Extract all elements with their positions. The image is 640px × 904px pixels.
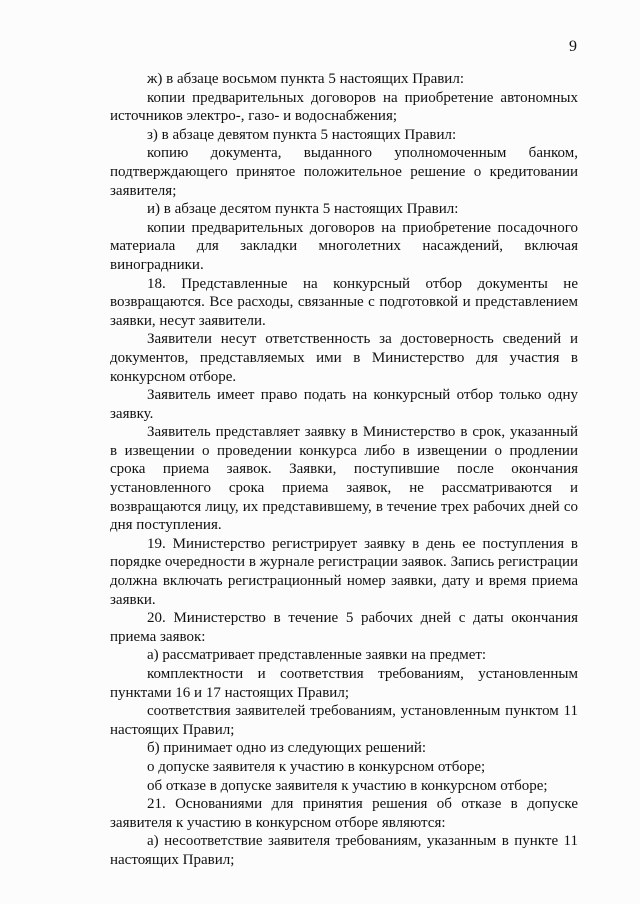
paragraph: 19. Министерство регистрирует заявку в день ее поступления в порядке очередности в журнале регистрации заявок. Запись регистрации должна включать регистрационный номер заявки, дату и время приема заявки. xyxy=(110,535,578,608)
paragraph: з) в абзаце девятом пункта 5 настоящих Правил: xyxy=(147,126,457,143)
paragraph: комплектности и соответствия требованиям, установленным пунктами 16 и 17 настоящих Правил; xyxy=(110,666,578,701)
paragraph: Заявитель представляет заявку в Министерство в срок, указанный в извещении о проведении конкурса либо в извещении о продлении срока приема заявок. Заявки, поступившие после окончания установленного срока приема заявок, не рассматриваются и возвращаются лицу, их представившему, в течение трех рабочих дней со дня поступления. xyxy=(110,424,578,534)
paragraph: б) принимает одно из следующих решений: xyxy=(147,740,427,757)
document-body xyxy=(110,70,578,870)
paragraph: об отказе в допуске заявителя к участию в конкурсном отборе; xyxy=(147,777,548,794)
paragraph: копию документа, выданного уполномоченным банком, подтверждающего принятое положительное решение о кредитовании заявителя; xyxy=(110,145,578,199)
paragraph: 21. Основаниями для принятия решения об отказе в допуске заявителя к участию в конкурсном отборе являются: xyxy=(110,796,578,831)
paragraph: копии предварительных договоров на приобретение автономных источников электро-, газо- и водоснабжения; xyxy=(110,89,578,125)
paragraph: 20. Министерство в течение 5 рабочих дней с даты окончания приема заявок: xyxy=(110,610,578,645)
paragraph: ж) в абзаце восьмом пункта 5 настоящих Правил: xyxy=(147,71,464,87)
page-number: 9 xyxy=(569,38,577,55)
paragraph: Заявитель имеет право подать на конкурсный отбор только одну заявку. xyxy=(110,387,578,422)
paragraph: а) несоответствие заявителя требованиям, указанным в пункте 11 настоящих Правил; xyxy=(110,833,578,868)
paragraph: копии предварительных договоров на приобретение посадочного материала для закладки многолетних насаждений, включая виноградники. xyxy=(110,219,578,273)
paragraph: Заявители несут ответственность за достоверность сведений и документов, представляемых ими в Министерство для участия в конкурсном отборе. xyxy=(110,331,578,385)
paragraph: соответствия заявителей требованиям, установленным пунктом 11 настоящих Правил; xyxy=(110,703,578,738)
paragraph: о допуске заявителя к участию в конкурсном отборе; xyxy=(147,758,486,775)
paragraph: и) в абзаце десятом пункта 5 настоящих Правил: xyxy=(147,201,459,218)
paragraph: 18. Представленные на конкурсный отбор документы не возвращаются. Все расходы, связанные с подготовкой и представлением заявки, несут заявители. xyxy=(110,275,578,329)
paragraph: а) рассматривает представленные заявки на предмет: xyxy=(147,647,487,664)
